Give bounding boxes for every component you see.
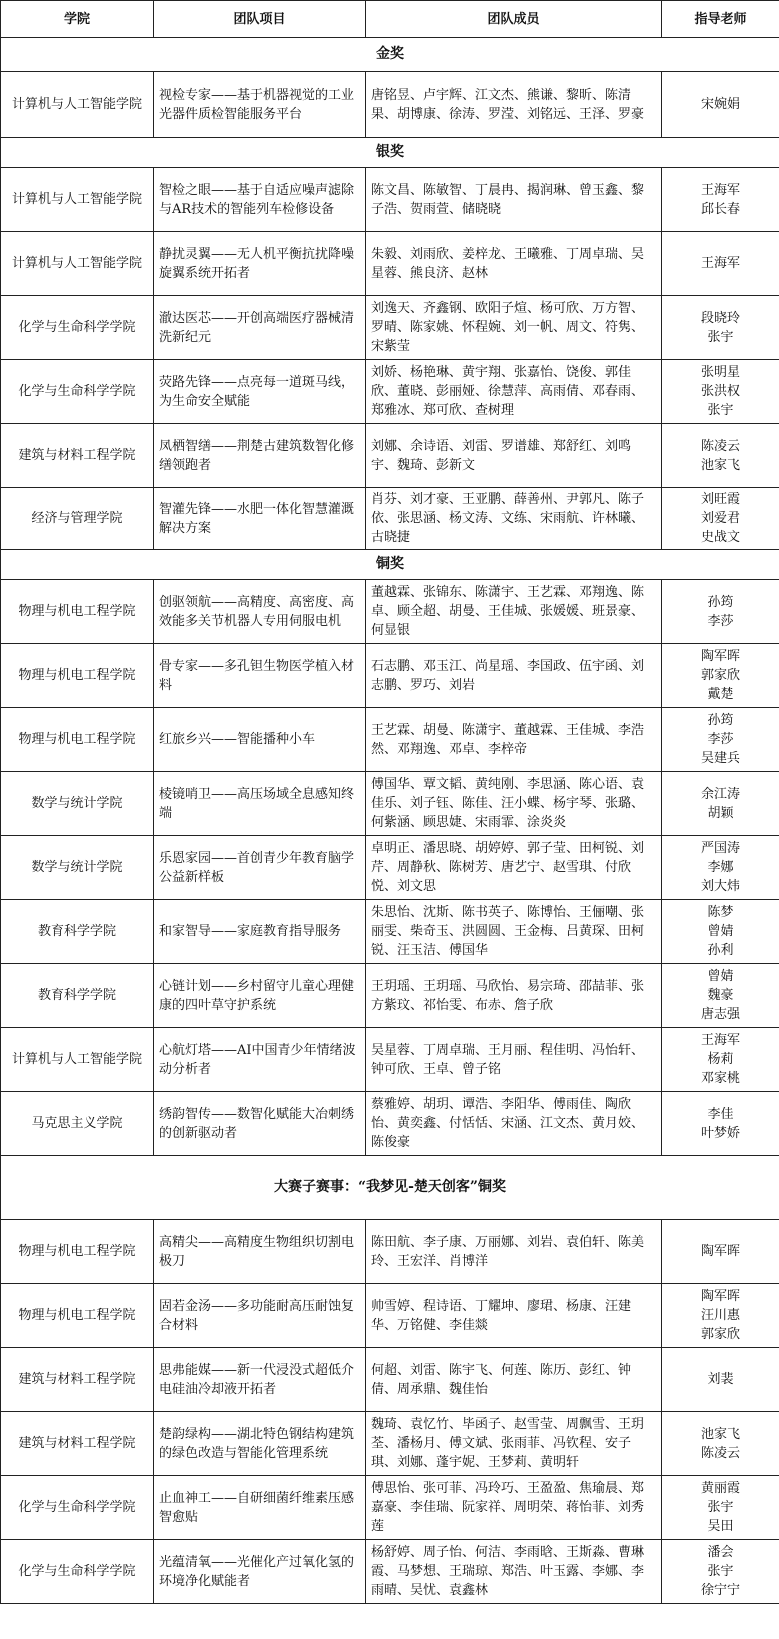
project-cell: 乐恩家园——首创青少年教育脑学公益新样板 (154, 836, 366, 900)
advisors-cell (662, 708, 779, 772)
header-members: 团队成员 (366, 1, 662, 38)
section-title: 金奖 (1, 38, 779, 72)
members-cell: 蔡雅婷、胡玥、谭浩、李阳华、傅雨佳、陶欣怡、黄奕鑫、付恬恬、宋涵、江文杰、黄月姣、陈俊豪 (366, 1092, 662, 1156)
members-cell: 石志鹏、邓玉江、尚星瑶、李国政、伍宇函、刘志鹏、罗巧、刘岩 (366, 644, 662, 708)
members-cell: 王玥瑶、王玥瑶、马欣怡、易宗琦、邵喆菲、张方紫玟、祁怡雯、布赤、詹子欣 (366, 964, 662, 1028)
advisors-cell (662, 964, 779, 1028)
table-row (1, 488, 779, 550)
advisor-name: 孙利 (707, 943, 734, 958)
advisors-cell (662, 1092, 779, 1156)
table-row (1, 1284, 779, 1348)
advisor-name: 李莎 (707, 732, 734, 747)
college-cell: 建筑与材料工程学院 (1, 424, 154, 488)
project-cell: 骨专家——多孔钽生物医学植入材料 (154, 644, 366, 708)
table-row (1, 296, 779, 360)
project-cell: 视检专家——基于机器视觉的工业光器件质检智能服务平台 (154, 72, 366, 138)
advisor-name: 王海军 (700, 182, 740, 198)
advisor-name: 张宇 (707, 403, 734, 418)
advisor-name: 孙筠 (707, 594, 734, 610)
members-cell: 唐铭昱、卢宇辉、江文杰、熊谦、黎昕、陈清果、胡博康、徐涛、罗滢、刘铭远、王泽、罗豪 (366, 72, 662, 138)
advisor-name: 陈凌云 (700, 438, 740, 454)
members-cell: 陈田航、李子康、万丽娜、刘岩、袁伯轩、陈美玲、王宏洋、肖博洋 (366, 1220, 662, 1284)
advisor-name: 严国涛 (700, 841, 740, 856)
project-cell: 光蕴清氧——光催化产过氧化氢的环境净化赋能者 (154, 1540, 366, 1604)
table-row (1, 1476, 779, 1540)
project-cell: 和家智导——家庭教育指导服务 (154, 900, 366, 964)
advisor-name: 黄丽霞 (700, 1481, 740, 1496)
advisor-name: 叶梦娇 (700, 1125, 740, 1141)
advisor-name: 胡颖 (707, 805, 734, 821)
advisor-name: 刘爱君 (700, 511, 740, 526)
advisor-name: 戴楚 (707, 687, 734, 702)
advisor-name: 邱长春 (700, 201, 740, 217)
advisors-cell (662, 1412, 779, 1476)
college-cell: 建筑与材料工程学院 (1, 1348, 154, 1412)
table-row (1, 168, 779, 232)
advisor-name: 曾婧 (707, 969, 734, 984)
header-project: 团队项目 (154, 1, 366, 38)
college-cell: 物理与机电工程学院 (1, 644, 154, 708)
project-cell: 高精尖——高精度生物组织切割电极刀 (154, 1220, 366, 1284)
section-row (1, 138, 779, 168)
college-cell: 物理与机电工程学院 (1, 580, 154, 644)
advisors-cell (662, 1028, 779, 1092)
members-cell: 董越霖、张锦东、陈潇宇、王艺霖、邓翔逸、陈卓、顾全超、胡曼、王佳城、张媛媛、班景豪、何显银 (366, 580, 662, 644)
advisor-name: 杨莉 (707, 1052, 734, 1067)
advisor-name: 李娜 (707, 860, 734, 875)
advisors-cell (662, 900, 779, 964)
college-cell: 化学与生命科学学院 (1, 296, 154, 360)
table-row (1, 1540, 779, 1604)
project-cell: 思弗能媒——新一代浸没式超低介电硅油冷却液开拓者 (154, 1348, 366, 1412)
advisor-name: 刘旺霞 (700, 492, 740, 507)
members-cell: 何超、刘雷、陈宇飞、何莲、陈历、彭红、钟倩、周承鼎、魏佳怡 (366, 1348, 662, 1412)
members-cell: 卓明正、潘思晓、胡婷婷、郭子莹、田柯锐、刘芹、周静秋、陈树芳、唐艺宁、赵雪琪、付欣悦、刘文思 (366, 836, 662, 900)
advisor-name: 余江涛 (700, 786, 740, 802)
table-row (1, 900, 779, 964)
advisors-cell (662, 424, 779, 488)
advisor-name: 唐志强 (700, 1007, 740, 1022)
advisors-cell (662, 836, 779, 900)
members-cell: 刘娜、余诗语、刘雷、罗谱雄、郑舒红、刘鸣宇、魏琦、彭新文 (366, 424, 662, 488)
project-cell: 红旅乡兴——智能播种小车 (154, 708, 366, 772)
project-cell: 心航灯塔——AI中国青少年情绪波动分析者 (154, 1028, 366, 1092)
advisor-name: 李莎 (707, 613, 734, 629)
advisor-name: 汪川惠 (700, 1308, 740, 1323)
table-row (1, 72, 779, 138)
table-row (1, 708, 779, 772)
advisor-name: 邓家桃 (700, 1071, 740, 1086)
college-cell: 物理与机电工程学院 (1, 1284, 154, 1348)
advisor-name: 史战文 (700, 530, 740, 545)
college-cell: 化学与生命科学学院 (1, 1540, 154, 1604)
project-cell: 楚韵绿构——湖北特色钢结构建筑的绿色改造与智能化管理系统 (154, 1412, 366, 1476)
advisor-name: 吴田 (707, 1519, 734, 1534)
table-row (1, 772, 779, 836)
advisor-name: 陈凌云 (700, 1445, 740, 1461)
members-cell: 杨舒婷、周子怡、何洁、李雨晗、王斯淼、曹琳霞、马梦想、王瑞琼、郑浩、叶玉露、李娜、李雨晴、吴忧、袁鑫林 (366, 1540, 662, 1604)
advisors-cell (662, 72, 779, 138)
section-title: 铜奖 (1, 550, 779, 580)
advisor-name: 张明星 (700, 365, 740, 380)
college-cell: 物理与机电工程学院 (1, 708, 154, 772)
advisor-name: 王海军 (700, 1033, 740, 1048)
members-cell: 傅国华、覃文韬、黄纯刚、李思涵、陈心语、袁佳乐、刘子钰、陈佳、汪小蝶、杨宇琴、张璐、何紫涵、顾思婕、宋雨霏、涂炎炎 (366, 772, 662, 836)
project-cell: 静扰灵翼——无人机平衡抗扰降噪旋翼系统开拓者 (154, 232, 366, 296)
advisor-name: 魏豪 (707, 988, 734, 1003)
advisor-name: 陶军晖 (700, 1244, 740, 1259)
college-cell: 计算机与人工智能学院 (1, 232, 154, 296)
project-cell: 智检之眼——基于自适应噪声滤除与AR技术的智能列车检修设备 (154, 168, 366, 232)
table-row (1, 836, 779, 900)
advisor-name: 李佳 (707, 1106, 734, 1122)
advisors-cell (662, 168, 779, 232)
advisors-cell (662, 296, 779, 360)
advisors-cell (662, 232, 779, 296)
advisor-name: 陶军晖 (700, 1289, 740, 1304)
table-row (1, 360, 779, 424)
members-cell: 刘娇、杨艳琳、黄宇翔、张嘉怡、饶俊、郭佳欣、董晓、彭丽娅、徐慧萍、高雨倩、邓春雨、郑雅冰、郑可欣、查树理 (366, 360, 662, 424)
table-row (1, 964, 779, 1028)
advisor-name: 张洪权 (700, 384, 740, 399)
table-row (1, 580, 779, 644)
advisors-cell (662, 1476, 779, 1540)
college-cell: 马克思主义学院 (1, 1092, 154, 1156)
section-row (1, 550, 779, 580)
members-cell: 陈文昌、陈敏智、丁晨冉、揭润琳、曾玉鑫、黎子浩、贺雨萱、储晓晓 (366, 168, 662, 232)
section-row (1, 1156, 779, 1220)
members-cell: 朱毅、刘雨欣、姜梓龙、王曦雅、丁周卓瑞、吴星蓉、熊良济、赵林 (366, 232, 662, 296)
advisor-name: 池家飞 (700, 457, 740, 473)
advisor-name: 陶军晖 (700, 649, 740, 664)
advisor-name: 张宇 (707, 1500, 734, 1515)
header-row (1, 1, 779, 38)
advisor-name: 张宇 (707, 329, 734, 345)
college-cell: 化学与生命科学学院 (1, 360, 154, 424)
college-cell: 建筑与材料工程学院 (1, 1412, 154, 1476)
college-cell: 教育科学学院 (1, 964, 154, 1028)
advisors-cell (662, 772, 779, 836)
header-advisors: 指导老师 (662, 1, 779, 38)
project-cell: 绣韵智传——数智化赋能大冶刺绣的创新驱动者 (154, 1092, 366, 1156)
advisor-name: 吴建兵 (700, 751, 740, 766)
advisors-cell (662, 1284, 779, 1348)
project-cell: 棱镜哨卫——高压场域全息感知终端 (154, 772, 366, 836)
project-cell: 心链计划——乡村留守儿童心理健康的四叶草守护系统 (154, 964, 366, 1028)
advisor-name: 孙筠 (707, 713, 734, 728)
members-cell: 魏琦、袁忆竹、毕函子、赵雪莹、周飘雪、王玥荃、潘杨月、傅文斌、张雨菲、冯钦程、安子琪、刘娜、蓬宇妮、王梦莉、黄明轩 (366, 1412, 662, 1476)
section-row (1, 38, 779, 72)
college-cell: 计算机与人工智能学院 (1, 1028, 154, 1092)
college-cell: 数学与统计学院 (1, 772, 154, 836)
members-cell: 刘逸天、齐鑫钢、欧阳子煊、杨可欣、万方智、罗晴、陈家姚、怀程婉、刘一帆、周文、符隽、宋紫莹 (366, 296, 662, 360)
college-cell: 物理与机电工程学院 (1, 1220, 154, 1284)
advisor-name: 刘裴 (707, 1372, 734, 1387)
members-cell: 肖芬、刘才豪、王亚鹏、薛善州、尹郭凡、陈子依、张思涵、杨文涛、文练、宋雨航、许林曦、古晓捷 (366, 488, 662, 550)
advisors-cell (662, 644, 779, 708)
advisors-cell (662, 488, 779, 550)
advisor-name: 刘大炜 (700, 879, 740, 894)
advisors-cell (662, 1348, 779, 1412)
college-cell: 化学与生命科学学院 (1, 1476, 154, 1540)
table-row (1, 1028, 779, 1092)
project-cell: 止血神工——自研细菌纤维素压感智愈贴 (154, 1476, 366, 1540)
table-row (1, 232, 779, 296)
advisor-name: 郭家欣 (700, 668, 740, 683)
project-cell: 创驱领航——高精度、高密度、高效能多关节机器人专用伺服电机 (154, 580, 366, 644)
advisor-name: 陈梦 (707, 905, 734, 920)
advisors-cell (662, 580, 779, 644)
advisor-name: 曾婧 (707, 924, 734, 939)
advisor-name: 池家飞 (700, 1426, 740, 1442)
advisor-name: 张宇 (707, 1564, 734, 1579)
members-cell: 朱思怡、沈斯、陈书英子、陈博怡、王俪嘲、张丽雯、柴奇玉、洪圆圆、王金梅、吕黄琛、田柯锐、汪玉洁、傅国华 (366, 900, 662, 964)
advisor-name: 郭家欣 (700, 1327, 740, 1342)
project-cell: 澈达医芯——开创高端医疗器械清洗新纪元 (154, 296, 366, 360)
advisors-cell (662, 1540, 779, 1604)
table-row (1, 1412, 779, 1476)
college-cell: 计算机与人工智能学院 (1, 72, 154, 138)
advisor-name: 段晓玲 (700, 310, 740, 326)
table-row (1, 424, 779, 488)
section-title: 银奖 (1, 138, 779, 168)
members-cell: 吴星蓉、丁周卓瑞、王月丽、程佳明、冯怡轩、钟可欣、王卓、曾子铭 (366, 1028, 662, 1092)
college-cell: 数学与统计学院 (1, 836, 154, 900)
advisor-name: 徐宁宁 (700, 1583, 740, 1598)
table-row (1, 644, 779, 708)
table-row (1, 1348, 779, 1412)
college-cell: 计算机与人工智能学院 (1, 168, 154, 232)
college-cell: 经济与管理学院 (1, 488, 154, 550)
table-row (1, 1220, 779, 1284)
members-cell: 傅思怡、张可菲、冯玲巧、王盈盈、焦瑜晨、郑嘉豪、李佳瑞、阮家祥、周明荣、蒋怡菲、刘秀莲 (366, 1476, 662, 1540)
advisor-name: 宋婉娟 (700, 97, 740, 112)
project-cell: 固若金汤——多功能耐高压耐蚀复合材料 (154, 1284, 366, 1348)
header-college: 学院 (1, 1, 154, 38)
advisors-cell (662, 360, 779, 424)
project-cell: 凤栖智缮——荆楚古建筑数智化修缮领跑者 (154, 424, 366, 488)
advisor-name: 潘会 (707, 1545, 734, 1560)
advisor-name: 王海军 (700, 256, 740, 271)
table-row (1, 1092, 779, 1156)
members-cell: 帅雪婷、程诗语、丁耀坤、廖珺、杨康、汪建华、万铭健、李佳燚 (366, 1284, 662, 1348)
college-cell: 教育科学学院 (1, 900, 154, 964)
project-cell: 智灌先锋——水肥一体化智慧灌溉解决方案 (154, 488, 366, 550)
members-cell: 王艺霖、胡曼、陈潇宇、董越霖、王佳城、李浩然、邓翔逸、邓卓、李梓帝 (366, 708, 662, 772)
advisors-cell (662, 1220, 779, 1284)
section-title: 大赛子赛事：“我梦见-楚天创客”铜奖 (1, 1156, 779, 1220)
project-cell: 荧路先锋——点亮每一道斑马线，为生命安全赋能 (154, 360, 366, 424)
